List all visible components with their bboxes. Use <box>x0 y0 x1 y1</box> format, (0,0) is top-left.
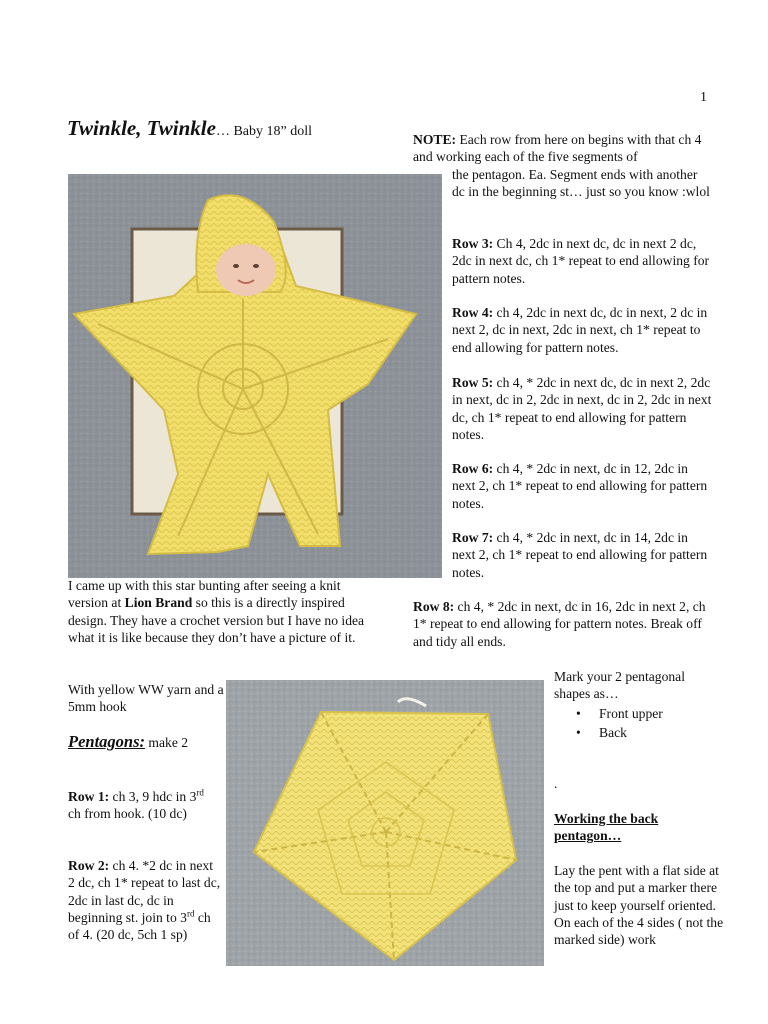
pentagons-heading <box>68 732 188 752</box>
row-4-label: Row 4: <box>452 305 494 320</box>
pentagons-count: make 2 <box>145 735 189 750</box>
list-item: • Back <box>554 724 724 741</box>
lay-instructions <box>554 862 724 948</box>
row-6-text: ch 4, * 2dc in next, dc in 12, 2dc in next 2, ch 1* repeat to end allowing for pattern notes. <box>452 461 708 511</box>
pattern-note <box>413 131 713 200</box>
row-2-sup: rd <box>186 908 195 919</box>
pentagon-photo <box>226 680 544 966</box>
star-bunting-photo <box>68 174 442 578</box>
row-6 <box>452 460 714 512</box>
mark-text: Mark your 2 pentagonal shapes as… <box>554 669 685 702</box>
note-line2: the pentagon. Ea. Segment ends with another dc in the beginning st… just so you know :wlol <box>452 166 710 199</box>
row-2-label: Row 2: <box>68 858 110 873</box>
title-sub: … Baby 18” doll <box>215 124 312 139</box>
row-2-post: ch of 4. (20 dc, 5ch 1 sp) <box>68 909 211 943</box>
lay-text: Lay the pent with a flat side at the top and put a marker there just to keep yourself oriented. <box>554 863 719 913</box>
stray-period: . <box>554 776 558 791</box>
row-2 <box>68 857 223 943</box>
note-label: NOTE: <box>413 132 457 147</box>
row-7 <box>452 529 714 581</box>
row-8 <box>413 598 713 650</box>
page-number: 1 <box>700 90 707 105</box>
row-3-label: Row 3: <box>452 236 494 251</box>
row-1 <box>68 788 218 823</box>
row-8-text: ch 4, * 2dc in next, dc in 16, 2dc in next 2, ch 1* repeat to end allowing for pattern notes. Break off and tidy all ends. <box>413 599 706 649</box>
working-back-heading: Working the back pentagon… <box>554 811 659 844</box>
list-item: • Front upper <box>554 705 724 722</box>
mark-section <box>554 668 724 741</box>
intro-paragraph <box>68 577 373 646</box>
row-1-sup: rd <box>196 787 204 798</box>
row-6-label: Row 6: <box>452 461 494 476</box>
row-1-pre: ch 3, 9 hdc in 3 <box>109 789 197 804</box>
row-5-label: Row 5: <box>452 375 494 390</box>
row-8-label: Row 8: <box>413 599 455 614</box>
yarn-note: With yellow WW yarn and a 5mm hook <box>68 682 224 715</box>
row-7-label: Row 7: <box>452 530 494 545</box>
row-4 <box>452 304 714 356</box>
row-5-text: ch 4, * 2dc in next dc, dc in next 2, 2dc in next, dc in 2, 2dc in next, dc in 2, 2dc in next dc, ch 1* repeat to end allowing for pattern notes. <box>452 375 712 442</box>
note-line1: Each row from here on begins with that ch 4 and working each of the five segments of <box>413 132 702 165</box>
row-3 <box>452 235 714 287</box>
intro-before: I came up with this star bunting after seeing a knit version at <box>68 578 341 611</box>
row-7-text: ch 4, * 2dc in next, dc in 14, 2dc in next 2, ch 1* repeat to end allowing for pattern notes. <box>452 530 708 580</box>
row-4-text: ch 4, 2dc in next dc, dc in next, 2 dc in next 2, dc in next, 2dc in next, ch 1* repeat to end allowing for pattern notes. <box>452 305 708 355</box>
title-main: Twinkle, Twinkle <box>67 116 216 140</box>
pentagons-label: Pentagons: <box>68 732 146 751</box>
sides-text: On each of the 4 sides ( not the marked side) work <box>554 914 724 948</box>
row-2-pre: ch 4. *2 dc in next 2 dc, ch 1* repeat to last dc, 2dc in last dc, dc in beginning st. join to 3 <box>68 858 221 925</box>
mark-list <box>554 705 724 742</box>
intro-after: so this is a directly inspired design. They have a crochet version but I have no idea what it is like because they don’t have a picture of it. <box>68 595 365 645</box>
row-1-label: Row 1: <box>68 789 110 804</box>
intro-brand: Lion Brand <box>124 595 193 611</box>
row-5 <box>452 374 714 443</box>
row-1-post: ch from hook. (10 dc) <box>68 806 187 822</box>
page-title <box>67 116 312 141</box>
row-3-text: Ch 4, 2dc in next dc, dc in next 2 dc, 2dc in next dc, ch 1* repeat to end allowing for pattern notes. <box>452 236 710 286</box>
